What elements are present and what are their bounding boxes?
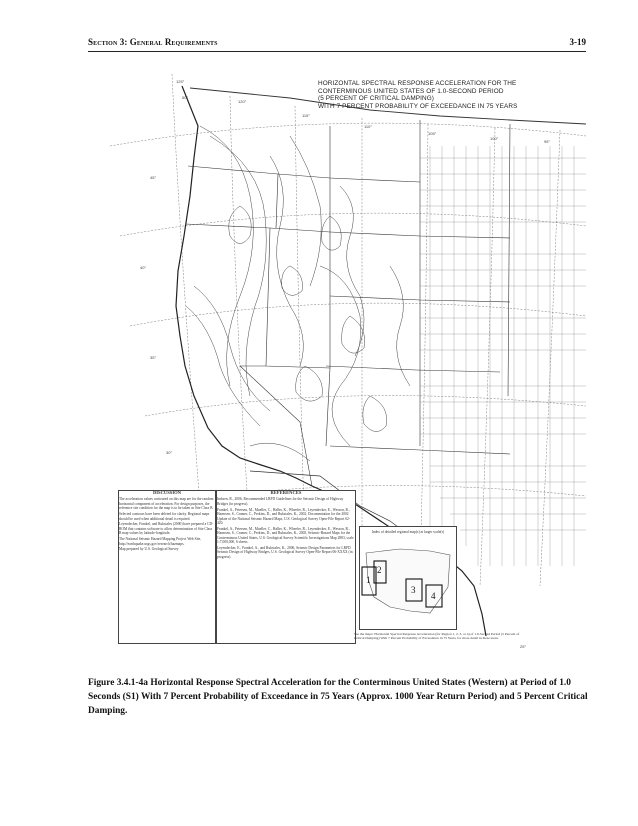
see-maps-note: See the maps: Horizontal Spectral Response Acceleration (for Region 1, 2, 3, or 4) of 1.0-Second Period (5 Percent of Critical Damping) With 7 Percent Probability of Exceedance in 75 Years, for more detail in these areas.	[354, 632, 520, 641]
region-number: 1	[366, 575, 371, 585]
region-number: 2	[377, 565, 382, 575]
parallel-label: 45°	[150, 175, 157, 180]
parallel-label: 30°	[166, 450, 173, 455]
index-map-title: Index of detailed regional map(s) at larger scale(s)	[371, 530, 445, 534]
page-header	[88, 37, 586, 51]
map-title-line: HORIZONTAL SPECTRAL RESPONSE ACCELERATION FOR THE	[318, 80, 517, 87]
discussion-paragraph: Map prepared by U.S. Geological Survey	[119, 547, 179, 552]
index-map-graphic	[360, 527, 456, 629]
header-rule	[88, 51, 586, 52]
page-number: 3-19	[569, 37, 586, 47]
figure-caption: Figure 3.4.1-4a Horizontal Response Spectral Acceleration for the Conterminous United States (Western) at Period of 1.0 Seconds (S1) With 7 Percent Probability of Exceedance in 75 Years (Approx. 1000 Year Return Period) and 5 Percent Critical Damping.	[88, 678, 588, 716]
meridian-label: 125°	[176, 79, 185, 84]
map-title-line: CONTERMINOUS UNITED STATES OF 1.0-SECOND PERIOD	[318, 87, 504, 95]
reference-item: Frankel, A., Petersen, M., Mueller, C., Haller, K., Wheeler, R., Leyendecker, E., Wesson, R., Harmsen, S., Cramer, C., Perkins, D., and Rukstales, K., 2002, Documentation for the 2002 Update of the National Seismic Hazard Maps, U.S. Geological Survey Open-File Report 02-420.	[217, 507, 351, 525]
meridian-label: 120°	[238, 99, 247, 104]
meridian-label: 105°	[428, 131, 437, 136]
reference-item: Frankel, A., Petersen, M., Mueller, C., Haller, K., Wheeler, R., Leyendecker, E., Wesson, R., Harmsen, S., Cramer, C., Perkins, D., and Rukstales, K., 2005, Seismic-Hazard Maps for the Conterminous United States, U.S. Geological Survey Scientific Investigations Map 2883, scale 1:7,000,000, 6 sheets.	[217, 526, 354, 545]
map-title-line: WITH 7 PERCENT PROBABILITY OF EXCEEDANCE IN 75 YEARS	[318, 102, 518, 110]
section-title: Section 3: General Requirements	[88, 37, 218, 47]
discussion-paragraph: The acceleration values contoured on this map are for the random horizontal component of acceleration. For design purposes, the reference site condition for the map is to be taken as Site Class B.	[119, 497, 214, 511]
map-title-line: (5 PERCENT OF CRITICAL DAMPING)	[318, 95, 435, 103]
parallel-label: 35°	[150, 355, 157, 360]
parallel-label: 25°	[520, 644, 527, 649]
references-box	[216, 490, 356, 644]
meridian-label: 100°	[490, 136, 499, 141]
meridian-label: 110°	[364, 124, 372, 129]
reference-item: Leyendecker, E., Frankel, A., and Rukstales, K., 2006, Seismic Design Parameters for LRFD Seismic Design of Highway Bridges, U.S. Geological Survey Open-File Report 06-XXXX (in progress).	[217, 545, 353, 559]
discussion-paragraph: Leyendecker, Frankel, and Rukstales (2000) have prepared a CD-ROM that contains software to allow determination of Site Class B map values by latitude-longitude.	[119, 522, 214, 536]
region-number: 3	[411, 585, 416, 595]
discussion-heading: DISCUSSION	[152, 490, 182, 495]
discussion-box	[118, 490, 216, 644]
parallel-label: 40°	[140, 265, 147, 270]
meridian-label: 95°	[544, 139, 551, 144]
meridian-label: 115°	[302, 113, 310, 118]
index-map	[359, 526, 457, 630]
parallel-label: 50°	[182, 95, 189, 100]
reference-item: Imbsen, R., 2006, Recommended LRFD Guidelines for the Seismic Design of Highway Bridges (in progress).	[217, 497, 344, 506]
references-heading: REFERENCES	[270, 490, 302, 495]
discussion-paragraph: Selected contours have been deleted for clarity. Regional maps should be used when additional detail is required.	[119, 512, 210, 521]
region-number: 4	[431, 591, 436, 601]
discussion-paragraph: The National Seismic Hazard Mapping Project Web Site, http://earthquake.usgs.gov/research/hazmaps.	[119, 537, 202, 546]
map-title	[318, 80, 528, 110]
